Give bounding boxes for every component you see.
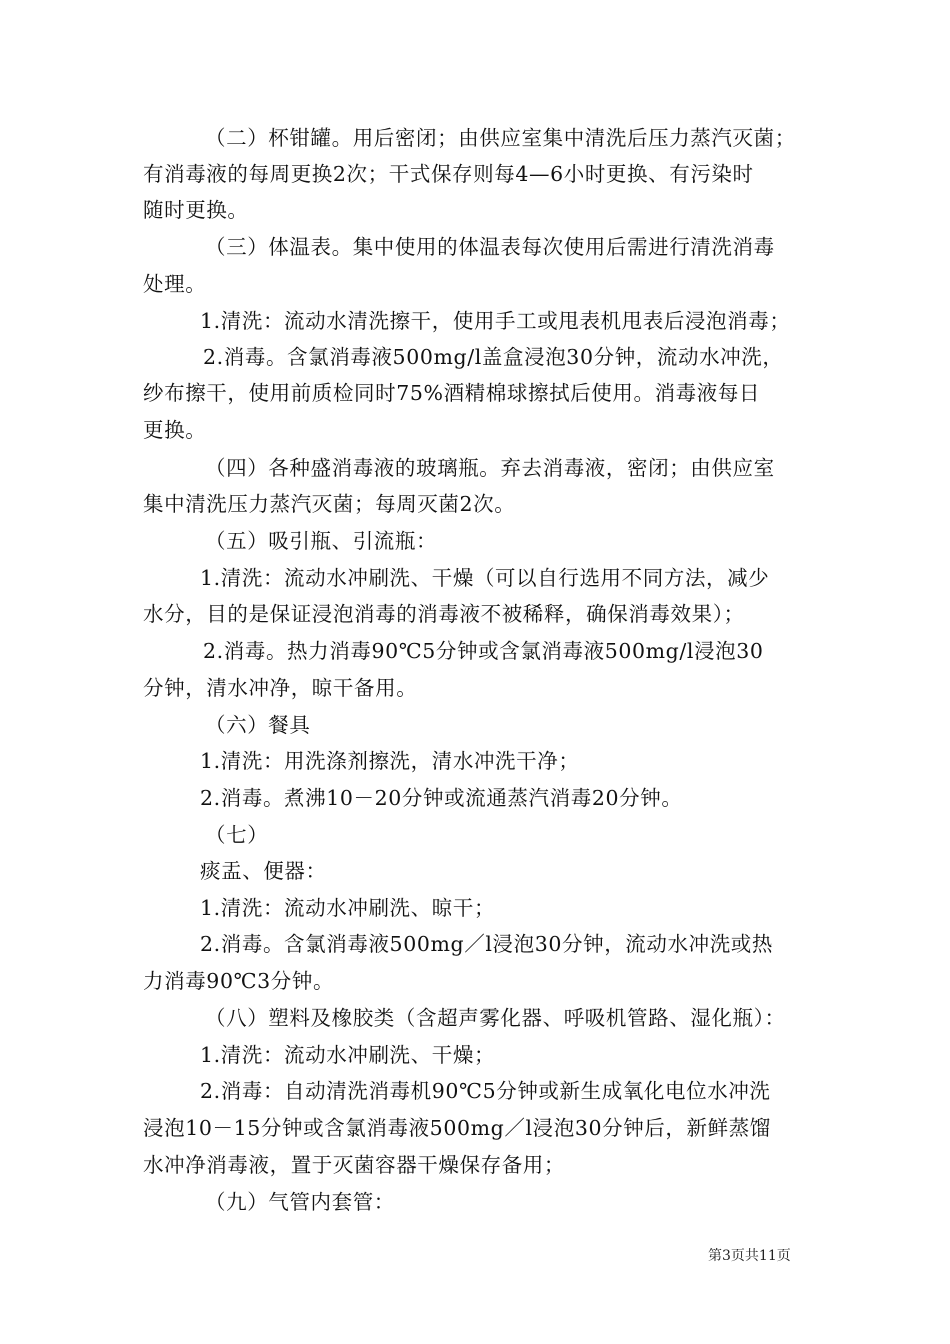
- paragraph-line: 随时更换。: [143, 198, 249, 222]
- paragraph-line: （二）杯钳罐。用后密闭；由供应室集中清洗后压力蒸汽灭菌；: [205, 126, 796, 150]
- paragraph-line: 集中清洗压力蒸汽灭菌；每周灭菌2次。: [143, 492, 516, 516]
- paragraph-line: （八）塑料及橡胶类（含超声雾化器、呼吸机管路、湿化瓶）：: [205, 1006, 786, 1030]
- paragraph-line: （三）体温表。集中使用的体温表每次使用后需进行清洗消毒: [205, 235, 775, 259]
- paragraph-line: （七）: [205, 823, 269, 847]
- paragraph-line: 力消毒90℃3分钟。: [143, 969, 335, 993]
- paragraph-line: 更换。: [143, 418, 207, 442]
- paragraph-line: 2.消毒：自动清洗消毒机90℃5分钟或新生成氧化电位水冲洗: [200, 1079, 771, 1103]
- paragraph-line: 2.消毒。煮沸10－20分钟或流通蒸汽消毒20分钟。: [200, 786, 683, 810]
- paragraph-line: （六）餐具: [205, 713, 311, 737]
- paragraph-line: 1.清洗：流动水清洗擦干，使用手工或甩表机甩表后浸泡消毒；: [200, 309, 791, 333]
- paragraph-line: 水分，目的是保证浸泡消毒的消毒液不被稀释，确保消毒效果）；: [143, 602, 745, 626]
- paragraph-line: 水冲净消毒液，置于灭菌容器干燥保存备用；: [143, 1153, 565, 1177]
- paragraph-line: （四）各种盛消毒液的玻璃瓶。弃去消毒液，密闭；由供应室: [205, 456, 775, 480]
- paragraph-line: 浸泡10－15分钟或含氯消毒液500mg／l浸泡30分钟后，新鲜蒸馏: [143, 1116, 771, 1140]
- paragraph-line: 2.消毒。热力消毒90℃5分钟或含氯消毒液500mg/l浸泡30: [203, 639, 764, 663]
- paragraph-line: 痰盂、便器：: [200, 859, 327, 883]
- paragraph-line: （五）吸引瓶、引流瓶：: [205, 529, 438, 553]
- paragraph-line: 纱布擦干，使用前质检同时75%酒精棉球擦拭后使用。消毒液每日: [143, 381, 761, 405]
- paragraph-line: 2.消毒。含氯消毒液500mg／l浸泡30分钟，流动水冲洗或热: [200, 932, 773, 956]
- paragraph-line: 1.清洗：用洗涤剂擦洗，清水冲洗干净；: [200, 749, 580, 773]
- paragraph-line: 1.清洗：流动水冲刷洗、干燥；: [200, 1043, 496, 1067]
- paragraph-line: 分钟，清水冲净，晾干备用。: [143, 676, 418, 700]
- paragraph-line: 处理。: [143, 272, 207, 296]
- paragraph-line: 2.消毒。含氯消毒液500mg/l盖盒浸泡30分钟，流动水冲洗，: [203, 345, 784, 369]
- page-number: 第3页共11页: [708, 1248, 791, 1264]
- paragraph-line: 1.清洗：流动水冲刷洗、晾干；: [200, 896, 496, 920]
- paragraph-line: 1.清洗：流动水冲刷洗、干燥（可以自行选用不同方法，减少: [200, 566, 770, 590]
- paragraph-line: 有消毒液的每周更换2次；干式保存则每4—6小时更换、有污染时: [143, 162, 754, 186]
- paragraph-line: （九）气管内套管：: [205, 1190, 395, 1214]
